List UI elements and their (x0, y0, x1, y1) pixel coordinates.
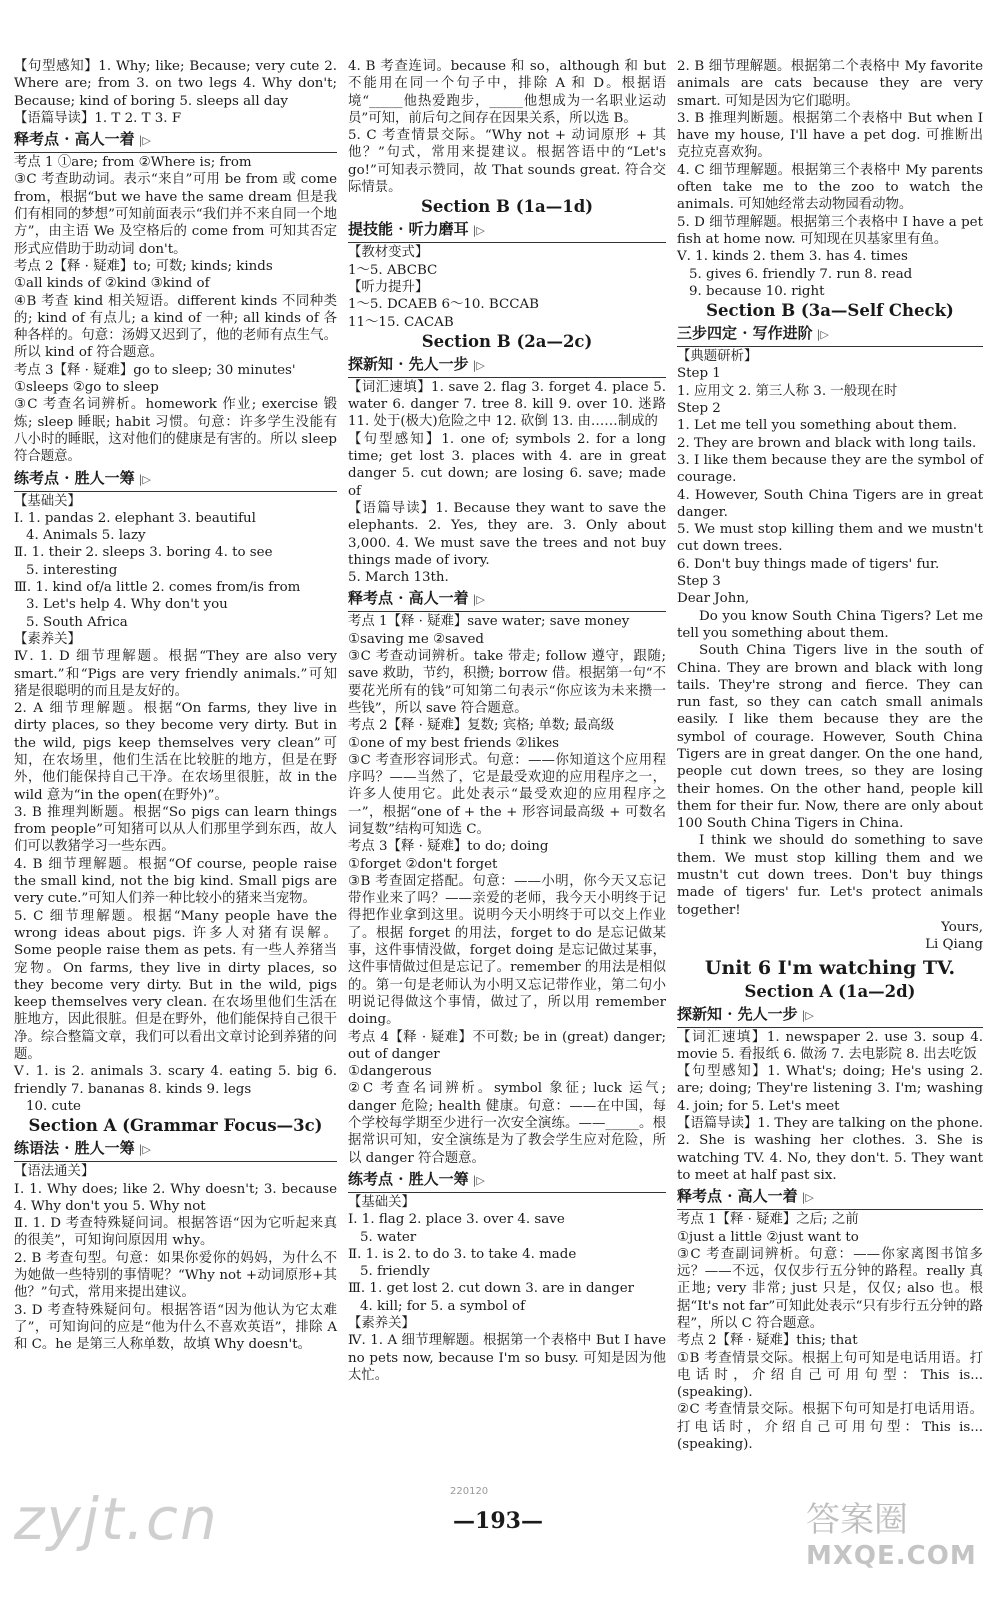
answer-line: Ⅲ. 1. get lost 2. cut down 3. are in danger (348, 1281, 635, 1297)
answer-line: Ⅱ. 1. is 2. to do 3. to take 4. made (348, 1246, 577, 1262)
answer-line: 9. because 10. right (689, 283, 825, 299)
block-heading: 提技能 · 听力磨耳 |▷ (348, 219, 666, 243)
answer-line: 【语篇导读】1. They are talking on the phone. 2. She is washing her clothes. 3. She is watching TV. 4. No, they don't. 5. They want to meet at half past six. (677, 1116, 983, 1183)
watermark-logo-text: 答案圈 (806, 1500, 908, 1540)
answer-line: ②C 考查情景交际。根据下句可知是打电话用语。打电话时，介绍自己可用句型：This is...(speaking). (677, 1402, 983, 1453)
heading-arrow-icon: |▷ (472, 224, 485, 238)
answer-line: Dear John, (677, 591, 750, 607)
heading-arrow-icon: |▷ (801, 1008, 814, 1022)
answer-line: 5. friendly (360, 1264, 430, 1280)
answer-line: 【素养关】 (348, 1316, 415, 1331)
answer-line: 4. kill; for 5. a symbol of (360, 1298, 526, 1314)
answer-line: 3. B 推理判断题。根据第二个表格中 But when I have my house, I'll have a pet dog. 可推断出克拉克喜欢狗。 (677, 110, 983, 161)
answer-line: 【基础关】 (14, 493, 81, 509)
block-heading: 练考点 · 胜人一筹 |▷ (348, 1169, 666, 1193)
answer-line: 4. Animals 5. lazy (26, 528, 146, 544)
essay-paragraph: I think we should do something to save them. We must stop killing them and we mustn't cut down trees. Don't buy things made of tigers' fur. Let's protect animals together! (677, 833, 983, 918)
answer-line: 考点 4【释 · 疑难】不可数; be in (great) danger; out of danger (348, 1029, 666, 1062)
block-heading: 三步四定 · 写作进阶 |▷ (677, 323, 983, 347)
answer-line: ③C 考查助动词。表示“来自”可用 be from 或 come from，根据“but we have the same dream 但是我们有相同的梦想”可知前面表示“我们并不来自同一个地方”，由主语 We 及空格后的 come from 可知其否定形式应借助于助动词 don't。 (14, 172, 337, 257)
essay-signature: Li Qiang (925, 937, 983, 953)
answer-line: ①one of my best friends ②likes (348, 735, 560, 751)
section-title: Section B (2a—2c) (421, 331, 593, 351)
answer-line: 3. D 考查特殊疑问句。根据答语“因为他认为它太难了”，可知询问的应是“他为什么不喜欢英语”，排除 A 和 C。he 是第三人称单数，故填 Why doesn't。 (14, 1302, 337, 1353)
answer-line: Ⅰ. 1. flag 2. place 3. over 4. save (348, 1212, 565, 1228)
answer-line: ③B 考查固定搭配。句意：——小明，你今天又忘记带作业来了吗？——亲爱的老师，我今天小明终于记得把作业拿到这里。说明今天小明终于可以交上作业了。根据 forget 的用法，forget to do 是忘记做某事，这件事情没做，forget doing 是忘记做过某事，这件事情做过但是忘记了。remember 的用法是相似的。第一句是老师认为小明又忘记带作业，第二句小明说记得做这个事情，做过了，所以用 remember doing。 (348, 873, 666, 1028)
answer-line: 3. I like them because they are the symbol of courage. (677, 452, 983, 486)
answer-line: Ⅴ. 1. is 2. animals 3. scary 4. eating 5. big 6. friendly 7. bananas 8. kinds 9. legs (14, 1064, 337, 1097)
answer-line: ①all kinds of ②kind ③kind of (14, 276, 210, 292)
answer-line: ④B 考查 kind 相关短语。different kinds 不同种类的; kind of 有点儿; a kind of 一种; all kinds of 各种各样的。句意：汤姆又迟到了，他的老师有点生气。所以 kind of 符合题意。 (14, 293, 337, 361)
answer-line: 考点 1【释 · 疑难】之后; 之前 (677, 1212, 859, 1228)
heading-arrow-icon: |▷ (472, 1173, 485, 1187)
answer-line: 【语篇导读】1. T 2. T 3. F (14, 110, 182, 126)
answer-line: ①just a little ②just want to (677, 1229, 859, 1245)
print-code: 220120 (450, 1486, 489, 1497)
essay-signature: Yours, (941, 919, 983, 935)
essay-paragraph: Do you know South China Tigers? Let me tell you something about them. (677, 608, 983, 641)
answer-line: 5. March 13th. (348, 570, 449, 586)
block-heading: 释考点 · 高人一着 |▷ (677, 1186, 983, 1210)
answer-line: 考点 1【释 · 疑难】save water; save money (348, 614, 630, 630)
unit-title: Unit 6 I'm watching TV. (704, 956, 956, 979)
answer-line: 6. Don't buy things made of tigers' fur. (677, 556, 940, 572)
answer-line: ①sleeps ②go to sleep (14, 380, 159, 396)
answer-line: ②C 考查名词辨析。symbol 象征; luck 运气; danger 危险; health 健康。句意：——在中国，每个学校每学期至少进行一次安全演练。——_____。根据常识可知，安全演练是为了教会学生应对危险，所以 danger 符合题意。 (348, 1081, 666, 1166)
watermark-left: zyjt.cn (14, 1485, 219, 1553)
answer-line: 考点 2【释 · 疑难】to; 可数; kinds; kinds (14, 258, 273, 274)
answer-line: 【教材变式】 (348, 245, 429, 261)
column-middle (348, 58, 666, 1384)
answer-line: ③C 考查动词辨析。take 带走; follow 遵守，跟随; save 救助，节约，积攒; borrow 借。根据第一句“不要花光所有的钱”可知第二句表示“你应该为未来攒一些钱”，所以 save 符合题意。 (348, 649, 666, 716)
answer-line: Ⅲ. 1. kind of/a little 2. comes from/is from (14, 580, 301, 596)
block-heading: 练考点 · 胜人一筹 |▷ (14, 468, 337, 492)
answer-line: ①saving me ②saved (348, 631, 484, 647)
answer-line: ③C 考查名词辨析。homework 作业; exercise 锻炼; sleep 睡眠; habit 习惯。句意：许多学生没能有八小时的睡眠，这对他们的健康是有害的。所以 sleep 符合题意。 (14, 397, 337, 465)
block-heading: 释考点 · 高人一着 |▷ (348, 588, 666, 612)
answer-line: 考点 3【释 · 疑难】go to sleep; 30 minutes' (14, 362, 296, 378)
answer-line: Step 1 (677, 366, 721, 382)
answer-line: 考点 2【释 · 疑难】复数; 宾格; 单数; 最高级 (348, 718, 615, 734)
answer-line: 【句型感知】1. one of; symbols 2. for a long time; get lost 3. places with 4. are in great danger 5. cut down; are losing 6. save; made of (348, 431, 666, 499)
page-number: —193— (453, 1508, 543, 1534)
heading-arrow-icon: |▷ (138, 1143, 151, 1157)
heading-arrow-icon: |▷ (138, 134, 151, 148)
heading-arrow-icon: |▷ (816, 328, 829, 342)
answer-line: 5. C 细节理解题。根据“Many people have the wrong ideas about pigs. 许多人对猪有误解。Some people raise them as pets. 有一些人养猪当宠物。On farms, they live in dirty places, so they become very dirty. But in the wild, pigs keep themselves very clean. 在农场里他们生活在脏地方，因此很脏。但是在野外，他们能保持自己很干净。综合整篇文章，我们可以看出文章讨论到养猪的问题。 (14, 908, 337, 1063)
answer-line: Ⅰ. 1. Why does; like 2. Why doesn't; 3. because 4. Why don't you 5. Why not (14, 1181, 337, 1214)
answer-line: 5. water (360, 1229, 417, 1245)
block-heading: 探新知 · 先人一步 |▷ (348, 354, 666, 378)
heading-arrow-icon: |▷ (138, 472, 151, 486)
answer-line: 10. cute (26, 1098, 81, 1114)
answer-line: 【词汇速填】1. newspaper 2. use 3. soup 4. movie 5. 看报纸 6. 做汤 7. 去电影院 8. 出去吃饭 (677, 1029, 983, 1062)
block-heading: 释考点 · 高人一着 |▷ (14, 129, 337, 153)
answer-line: 5. interesting (26, 562, 118, 578)
answer-line: 【词汇速填】1. save 2. flag 3. forget 4. place 5. water 6. danger 7. tree 8. kill 9. over 10. 迷路 11. 处于(极大)危险之中 12. 砍倒 13. 由……制成的 (348, 379, 666, 430)
answer-line: 3. B 推理判断题。根据“So pigs can learn things from people”可知猪可以从人们那里学到东西，故人们可以教猪学习一些东西。 (14, 804, 337, 855)
answer-line: 【句型感知】1. What's; doing; He's using 2. are; doing; They're listening 3. I'm; washing 4. join; for 5. Let's meet (677, 1064, 983, 1114)
answer-line: 2. A 细节理解题。根据“On farms, they live in dirty places, so they become very dirty. But in the wild, pigs keep themselves very clean”可知，在农场里，他们生活在比较脏的地方，但是在野外，他们能保持自己干净。在农场里很脏，故 in the wild 意为“in the open(在野外)”。 (14, 701, 337, 803)
answer-line: 4. B 考查连词。because 和 so，although 和 but 不能用在同一个句子中，排除 A 和 D。根据语境“_____他热爱跑步，_____他想成为一名职业运动员”可知，前后句之间存在因果关系，所以选 B。 (348, 59, 666, 126)
heading-arrow-icon: |▷ (801, 1191, 814, 1205)
answer-line: Ⅳ. 1. A 细节理解题。根据第一个表格中 But I have no pets now, because I'm so busy. 可知是因为他太忙。 (348, 1333, 666, 1383)
answer-line: 5. gives 6. friendly 7. run 8. read (689, 266, 913, 282)
answer-line: 11～15. CACAB (348, 314, 454, 330)
answer-line: Ⅴ. 1. kinds 2. them 3. has 4. times (677, 249, 908, 265)
answer-line: ①dangerous (348, 1064, 432, 1080)
answer-line: Ⅳ. 1. D 细节理解题。根据“They are also very smart.”和“Pigs are very friendly animals.”可知猪是很聪明的而且是友好的。 (14, 649, 337, 699)
answer-line: 4. C 细节理解题。根据第三个表格中 My parents often take me to the zoo to watch the animals. 可知她经常去动物园看动物。 (677, 162, 983, 213)
answer-line: 1. 应用文 2. 第三人称 3. 一般现在时 (677, 383, 898, 399)
heading-arrow-icon: |▷ (472, 358, 485, 372)
answer-line: Ⅱ. 1. D 考查特殊疑问词。根据答语“因为它听起来真的很美”，可知询问原因用 why。 (14, 1216, 337, 1249)
watermark-right (806, 1492, 982, 1592)
answer-line: Ⅰ. 1. pandas 2. elephant 3. beautiful (14, 510, 256, 526)
answer-line: 2. B 考查句型。句意：如果你爱你的妈妈，为什么不为她做一些特别的事情呢？“Why not +动词原形+其他？”句式，常用来提出建议。 (14, 1250, 337, 1301)
answer-line: 考点 2【释 · 疑难】this; that (677, 1333, 858, 1349)
column-right (677, 58, 983, 1453)
answer-line: Step 3 (677, 574, 721, 590)
essay-paragraph: South China Tigers live in the south of China. They are brown and black with long tails. They're strong and fierce. They can run fast, so they can catch small animals easily. I like them because they are the symbol of courage. However, South China Tigers are in great danger. On the one hand, people cut down trees, so they are losing their homes. On the other hand, people kill them for their fur. Now, there are only about 100 South China Tigers in China. (677, 643, 983, 832)
heading-arrow-icon: |▷ (472, 593, 485, 607)
answer-line: 5. C 考查情景交际。“Why not + 动词原形 + 其他？”句式，常用来提建议。根据答语中的“Let's go!”可知表示赞同，故 That sounds great. 符合交际情景。 (348, 128, 666, 196)
answer-line: ③C 考查副词辨析。句意：——你家离图书馆多远？——不远，仅仅步行五分钟的路程。really 真正地; very 非常; just 只是，仅仅; also 也。根据“It's not far”可知此处表示“只有步行五分钟的路程”，所以 C 符合题意。 (677, 1246, 983, 1331)
answer-line: 5. We must stop killing them and we mustn't cut down trees. (677, 522, 983, 555)
section-title: Section B (3a—Self Check) (706, 301, 954, 321)
block-heading: 探新知 · 先人一步 |▷ (677, 1004, 983, 1028)
answer-line: ①forget ②don't forget (348, 856, 498, 872)
section-title: Section B (1a—1d) (420, 197, 594, 217)
answer-line: 【典题研析】 (677, 349, 758, 365)
answer-line: Step 2 (677, 401, 721, 417)
answer-line: 5. South Africa (26, 614, 128, 630)
answer-line: ③C 考查形容词形式。句意：——你知道这个应用程序吗？——当然了，它是最受欢迎的应用程序之一，许多人使用它。此处表示“最受欢迎的应用程序之一”，根据“one of + the + 形容词最高级 + 可数名词复数”结构可知选 C。 (348, 752, 666, 837)
answer-line: Ⅱ. 1. their 2. sleeps 3. boring 4. to see (14, 545, 273, 561)
section-title: Section A (Grammar Focus—3c) (28, 1116, 323, 1136)
answer-line: 3. Let's help 4. Why don't you (26, 597, 228, 613)
answer-line: 4. B 细节理解题。根据“Of course, people raise the small kind, not the big kind. Small pigs are very cute.”可知人们养一种比较小的猪来当宠物。 (14, 856, 337, 907)
answer-line: 5. D 细节理解题。根据第三个表格中 I have a pet fish at home now. 可知现在贝基家里有鱼。 (677, 214, 983, 247)
answer-line: 2. They are brown and black with long tails. (677, 435, 977, 451)
block-heading: 练语法 · 胜人一筹 |▷ (14, 1138, 337, 1162)
answer-line: 【听力提升】 (348, 279, 429, 295)
column-left (14, 58, 337, 1353)
answer-line: 【语法通关】 (14, 1164, 95, 1180)
answer-line: 2. B 细节理解题。根据第二个表格中 My favorite animals are cats because they are very smart. 可知是因为它们聪明。 (677, 59, 983, 109)
answer-line: 4. However, South China Tigers are in great danger. (677, 487, 983, 520)
answer-line: 考点 1 ①are; from ②Where is; from (14, 155, 252, 171)
answer-line: 1. Let me tell you something about them. (677, 418, 958, 434)
answer-line: 【素养关】 (14, 631, 81, 647)
answer-line: 【基础关】 (348, 1194, 415, 1210)
answer-line: 【句型感知】1. Why; like; Because; very cute 2. Where are; from 3. on two legs 4. Why don't; Because; kind of boring 5. sleeps all day (14, 59, 337, 109)
watermark-domain: MXQE.COM (806, 1541, 977, 1571)
answer-line: 考点 3【释 · 疑难】to do; doing (348, 839, 549, 855)
answer-line: ①B 考查情景交际。根据上句可知是电话用语。打电话时，介绍自己可用句型：This is...(speaking). (677, 1350, 983, 1401)
answer-line: 1～5. DCAEB 6～10. BCCAB (348, 297, 540, 313)
answer-line: 【语篇导读】1. Because they want to save the elephants. 2. Yes, they are. 3. Only about 3,000. 4. We must save the trees and not buy things made of ivory. (348, 500, 666, 568)
section-title: Section A (1a—2d) (744, 981, 916, 1001)
answer-line: 1～5. ABCBC (348, 262, 438, 278)
